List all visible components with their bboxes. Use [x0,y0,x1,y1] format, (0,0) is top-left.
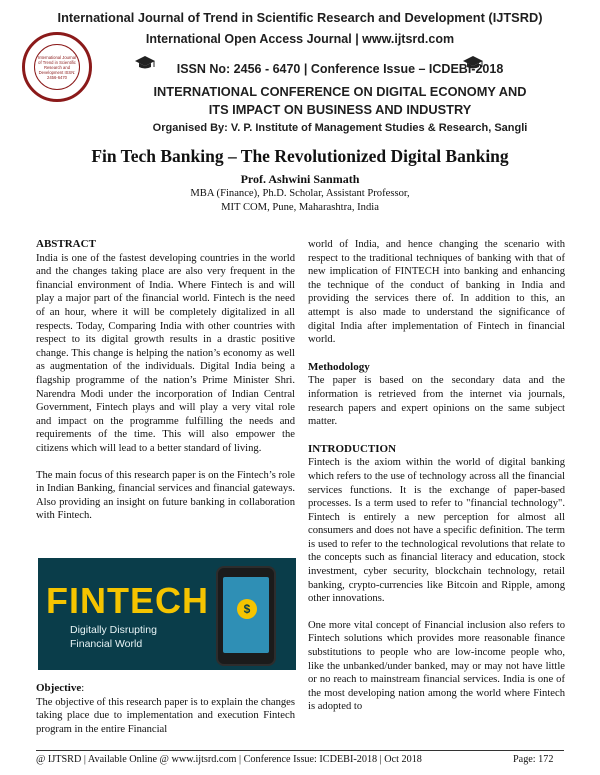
author-affiliation-1: MBA (Finance), Ph.D. Scholar, Assistant Professor, [190,188,410,199]
abstract-paragraph-1: India is one of the fastest developing countries in the world and the changes taking place are also very frequent in the financial environment of India. Where Fintech is and will play a major part of the financial world. Fintech is the need of an hour, where it will be completely digitalized in all respects. Today, Comparing India with other countries with respect to its digital growth results in a drastic positive change. This change is helping the nation’s economy as well as augmentation of the individuals. Digital India being a flagship programme of the nation’s Prime Minister Shri. Narendra Modi under the incorporation of Indian Central Government, Fintech plays and will play a very vital role and impact on the programme fulfilling the needs and requirements of the time. This will also empower the citizens which will lead to a better standard of living. [36,252,295,454]
footer-divider [36,750,564,751]
journal-access: International Open Access Journal | www.ijtsrd.com [145,32,455,46]
conference-title-1: INTERNATIONAL CONFERENCE ON DIGITAL ECONOMY AND [153,84,527,99]
methodology-paragraph: The paper is based on the secondary data and the information is retrieved from the internet via journals, research papers and expert opinions on the same subject matter. [308,375,565,428]
objective-paragraph: The objective of this research paper is to explain the changes taking place due to implementation and execution Fintech program in the entire Financial [36,696,295,735]
smartphone-icon [216,566,276,666]
objective-heading: Objective [36,682,82,694]
paper-title: Fin Tech Banking – The Revolutionized Digital Banking [91,146,509,166]
author-name: Prof. Ashwini Sanmath [240,172,360,186]
introduction-heading: INTRODUCTION [308,442,397,455]
right-column [308,238,565,714]
issn-line: ISSN No: 2456 - 6470 | Conference Issue – ICDEBI-2018 [176,62,504,76]
introduction-paragraph-2: One more vital concept of Financial inclusion also refers to Fintech solutions which provides more reasonable finance substitutions to people who are low-income people who, like the unbanked/under banked, may or may not have little or no reach to mainstream financial services. India is one of the most developing nation among the world where Fintech is adopted to [308,619,565,713]
organiser-line: Organised By: V. P. Institute of Management Studies & Research, Sangli [152,122,528,134]
abstract-paragraph-2: The main focus of this research paper is on the Fintech’s role in Indian Banking, financial services and financial gateways. Also providing an insight on future banking in collaboration with Fintech. [36,469,295,522]
seal-text: International Journal of Trend in Scientific Research and Development ISSN: 2456-6470 [38,55,76,80]
journal-name: International Journal of Trend in Scientific Research and Development (IJTSRD) [57,10,543,25]
dollar-coin-icon: $ [237,599,257,619]
page-number: Page: 172 [513,754,554,765]
fintech-image-subtitle-1: Digitally Disrupting [70,624,157,636]
methodology-heading: Methodology [308,360,370,373]
fintech-image-title: FINTECH [46,580,209,621]
introduction-paragraph-1: Fintech is the axiom within the world of digital banking which refers to the use of technology across all the financial services functions. It is the exchange of paper-based processes. Is a term used to refer to "financial technology". Fintech is entirely a new perception for almost all consumers and does not have a specific definition. The term is used to refer to the technological revolutions that relate to the concepts such as financial literacy and education, stock investment, cyber security, blockchain technology, retail banking, crypto-currencies like Bitcoin and Ripple, among other innovations. [308,457,565,605]
conference-title-2: ITS IMPACT ON BUSINESS AND INDUSTRY [208,102,472,117]
fintech-image [38,558,296,670]
left-column [36,238,295,523]
objective-colon: : [81,683,85,694]
footer-info: @ IJTSRD | Available Online @ www.ijtsrd.com | Conference Issue: ICDEBI-2018 | Oct 2018 [36,754,422,765]
objective-section [36,682,295,736]
abstract-heading: ABSTRACT [36,238,96,250]
author-affiliation-2: MIT COM, Pune, Maharashtra, India [221,202,379,213]
journal-header [0,0,600,140]
fintech-image-subtitle-2: Financial World [70,638,143,650]
continued-paragraph: world of India, and hence changing the scenario with respect to the traditional techniques of banking with that of new implication of FINTECH into banking and enhancing the technique of the conduct of banking in India and providing the services there of. In addition to this, an attempt is also made to understand the significance of digital India after implementation of Fintech in financial world. [308,239,565,346]
